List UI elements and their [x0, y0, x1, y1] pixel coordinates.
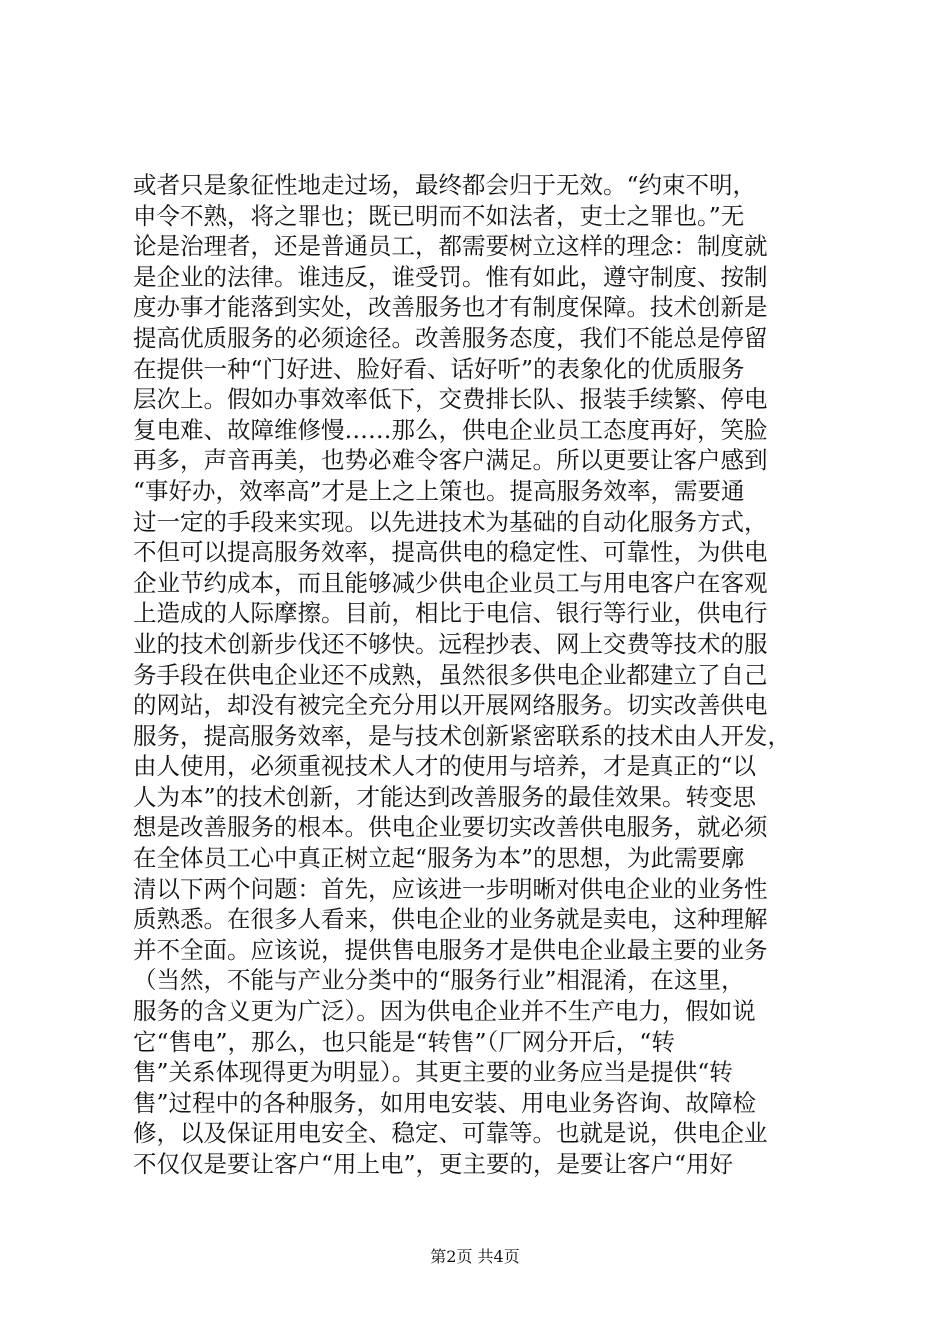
text-line: 层次上。假如办事效率低下，交费排长队、报装手续繁、停电 [133, 385, 768, 414]
text-line: 或者只是象征性地走过场，最终都会归于无效。“约束不明， [133, 171, 757, 199]
text-line: 是企业的法律。谁违反，谁受罚。惟有如此，遵守制度、按制 [133, 262, 768, 291]
text-line: 再多，声音再美，也势必难令客户满足。所以更要让客户感到 [133, 446, 768, 475]
text-line: 度办事才能落到实处，改善服务也才有制度保障。技术创新是 [133, 293, 768, 322]
text-line: （当然，不能与产业分类中的“服务行业”相混淆，在这里， [133, 966, 745, 995]
text-line: 论是治理者，还是普通员工，都需要树立这样的理念：制度就 [133, 232, 768, 261]
text-line: 务手段在供电企业还不成熟，虽然很多供电企业都建立了自己 [133, 660, 768, 689]
text-line: 不仅仅是要让客户“用上电”，更主要的，是要让客户“用好 [133, 1150, 734, 1178]
text-line: 修，以及保证用电安全、稳定、可靠等。也就是说，供电企业 [133, 1119, 768, 1148]
text-line: 售”关系体现得更为明显）。其更主要的业务应当是提供“转 [133, 1058, 733, 1087]
text-line: 在提供一种“门好进、脸好看、话好听”的表象化的优质服务 [133, 354, 745, 383]
text-line: 它“售电”，那么，也只能是“转售”（厂网分开后，“转 [133, 1027, 675, 1056]
text-line: 申令不熟，将之罪也；既已明而不如法者，吏士之罪也。”无 [133, 201, 745, 230]
text-line: 不但可以提高服务效率，提高供电的稳定性、可靠性，为供电 [133, 538, 768, 567]
body-paragraph [133, 170, 823, 1180]
text-line: 想是改善服务的根本。供电企业要切实改善供电服务，就必须 [133, 813, 768, 842]
page-number-footer: 第2页 共4页 [430, 1247, 520, 1266]
text-line: 服务的含义更为广泛）。因为供电企业并不生产电力，假如说 [133, 997, 756, 1026]
text-line: 服务，提高服务效率，是与技术创新紧密联系的技术由人开发， [133, 721, 791, 750]
text-line: 人为本”的技术创新，才能达到改善服务的最佳效果。转变思 [133, 782, 757, 811]
text-line: 的网站，却没有被完全充分用以开展网络服务。切实改善供电 [133, 691, 768, 720]
text-line: 业的技术创新步伐还不够快。远程抄表、网上交费等技术的服 [133, 629, 768, 658]
text-line: “事好办，效率高”才是上之上策也。提高服务效率，需要通 [133, 476, 745, 505]
text-line: 售”过程中的各种服务，如用电安装、用电业务咨询、故障检 [133, 1088, 757, 1117]
text-line: 提高优质服务的必须途径。改善服务态度，我们不能总是停留 [133, 323, 768, 352]
text-line: 上造成的人际摩擦。目前，相比于电信、银行等行业，供电行 [133, 599, 768, 628]
text-line: 由人使用，必须重视技术人才的使用与培养，才是真正的“以 [133, 752, 757, 781]
text-line: 企业节约成本，而且能够减少供电企业员工与用电客户在客观 [133, 568, 768, 597]
text-line: 复电难、故障维修慢……那么，供电企业员工态度再好，笑脸 [133, 415, 768, 444]
text-line: 清以下两个问题：首先，应该进一步明晰对供电企业的业务性 [133, 874, 768, 903]
text-line: 质熟悉。在很多人看来，供电企业的业务就是卖电，这种理解 [133, 905, 768, 934]
text-line: 在全体员工心中真正树立起“服务为本”的思想，为此需要廓 [133, 844, 745, 873]
text-line: 过一定的手段来实现。以先进技术为基础的自动化服务方式， [133, 507, 768, 536]
text-line: 并不全面。应该说，提供售电服务才是供电企业最主要的业务 [133, 935, 768, 964]
